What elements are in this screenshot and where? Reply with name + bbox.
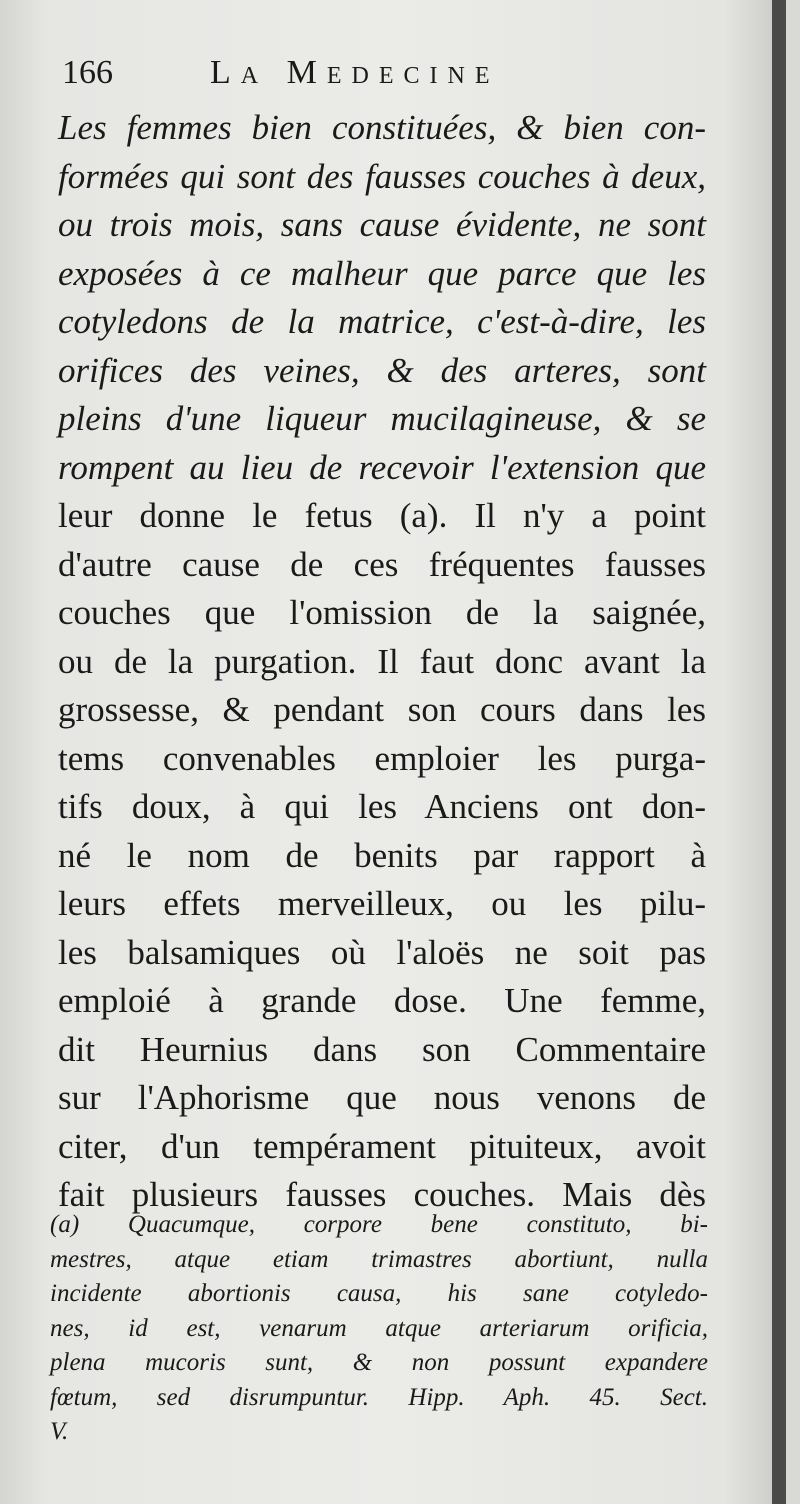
text-line: emploié à grande dose. Une femme, <box>58 981 706 1020</box>
text-line: rompent au lieu de recevoir l'extension que <box>58 447 706 487</box>
text-line: d'autre cause de ces fréquentes fausses <box>58 544 706 584</box>
footnote <box>50 1208 708 1450</box>
footnote-line: mestres, atque etiam trimastres abortiunt, nulla <box>50 1245 708 1273</box>
footnote-line: incidente abortionis causa, his sane cotyledo- <box>50 1280 708 1307</box>
page-number: 166 <box>62 54 113 91</box>
text-line: les balsamiques où l'aloës ne soit pas <box>58 932 706 972</box>
text-line: ou de la purgation. Il faut donc avant la <box>58 641 706 681</box>
page-edge <box>772 0 786 1504</box>
text-line: formées qui sont des fausses couches à deux, <box>58 156 706 196</box>
text-line: sur l'Aphorisme que nous venons de <box>58 1078 706 1117</box>
text-line: leurs effets merveilleux, ou les pilu- <box>58 884 706 923</box>
text-line: dit Heurnius dans son Commentaire <box>58 1029 706 1069</box>
text-line: Les femmes bien constituées, & bien con- <box>58 108 706 147</box>
running-head: La Medecine <box>210 54 500 91</box>
page-header <box>62 50 712 100</box>
text-line: leur donne le fetus (a). Il n'y a point <box>58 496 706 535</box>
text-line: tems convenables emploier les purga- <box>58 738 706 778</box>
text-line: orifices des veines, & des arteres, sont <box>58 350 706 390</box>
footnote-line: V. <box>50 1418 69 1445</box>
text-line: exposées à ce malheur que parce que les <box>58 253 706 293</box>
text-line: ou trois mois, sans cause évidente, ne sont <box>58 205 706 244</box>
text-line: fait plusieurs fausses couches. Mais dès <box>58 1175 706 1214</box>
text-line: grossesse, & pendant son cours dans les <box>58 690 706 729</box>
text-line: couches que l'omission de la saignée, <box>58 593 706 632</box>
footnote-line: plena mucoris sunt, & non possunt expandere <box>50 1349 708 1376</box>
text-line: citer, d'un tempérament pituiteux, avoit <box>58 1126 706 1166</box>
body-text <box>58 104 706 1220</box>
text-line: né le nom de benits par rapport à <box>58 835 706 875</box>
footnote-line: (a) Quacumque, corpore bene constituto, bi- <box>50 1211 708 1238</box>
text-line: tifs doux, à qui les Anciens ont don- <box>58 787 706 826</box>
text-line: pleins d'une liqueur mucilagineuse, & se <box>58 399 706 438</box>
footnote-line: nes, id est, venarum atque arteriarum orificia, <box>50 1314 708 1342</box>
footnote-line: fœtum, sed disrumpuntur. Hipp. Aph. 45. Sect. <box>50 1383 708 1411</box>
text-line: cotyledons de la matrice, c'est-à-dire, les <box>58 302 706 341</box>
